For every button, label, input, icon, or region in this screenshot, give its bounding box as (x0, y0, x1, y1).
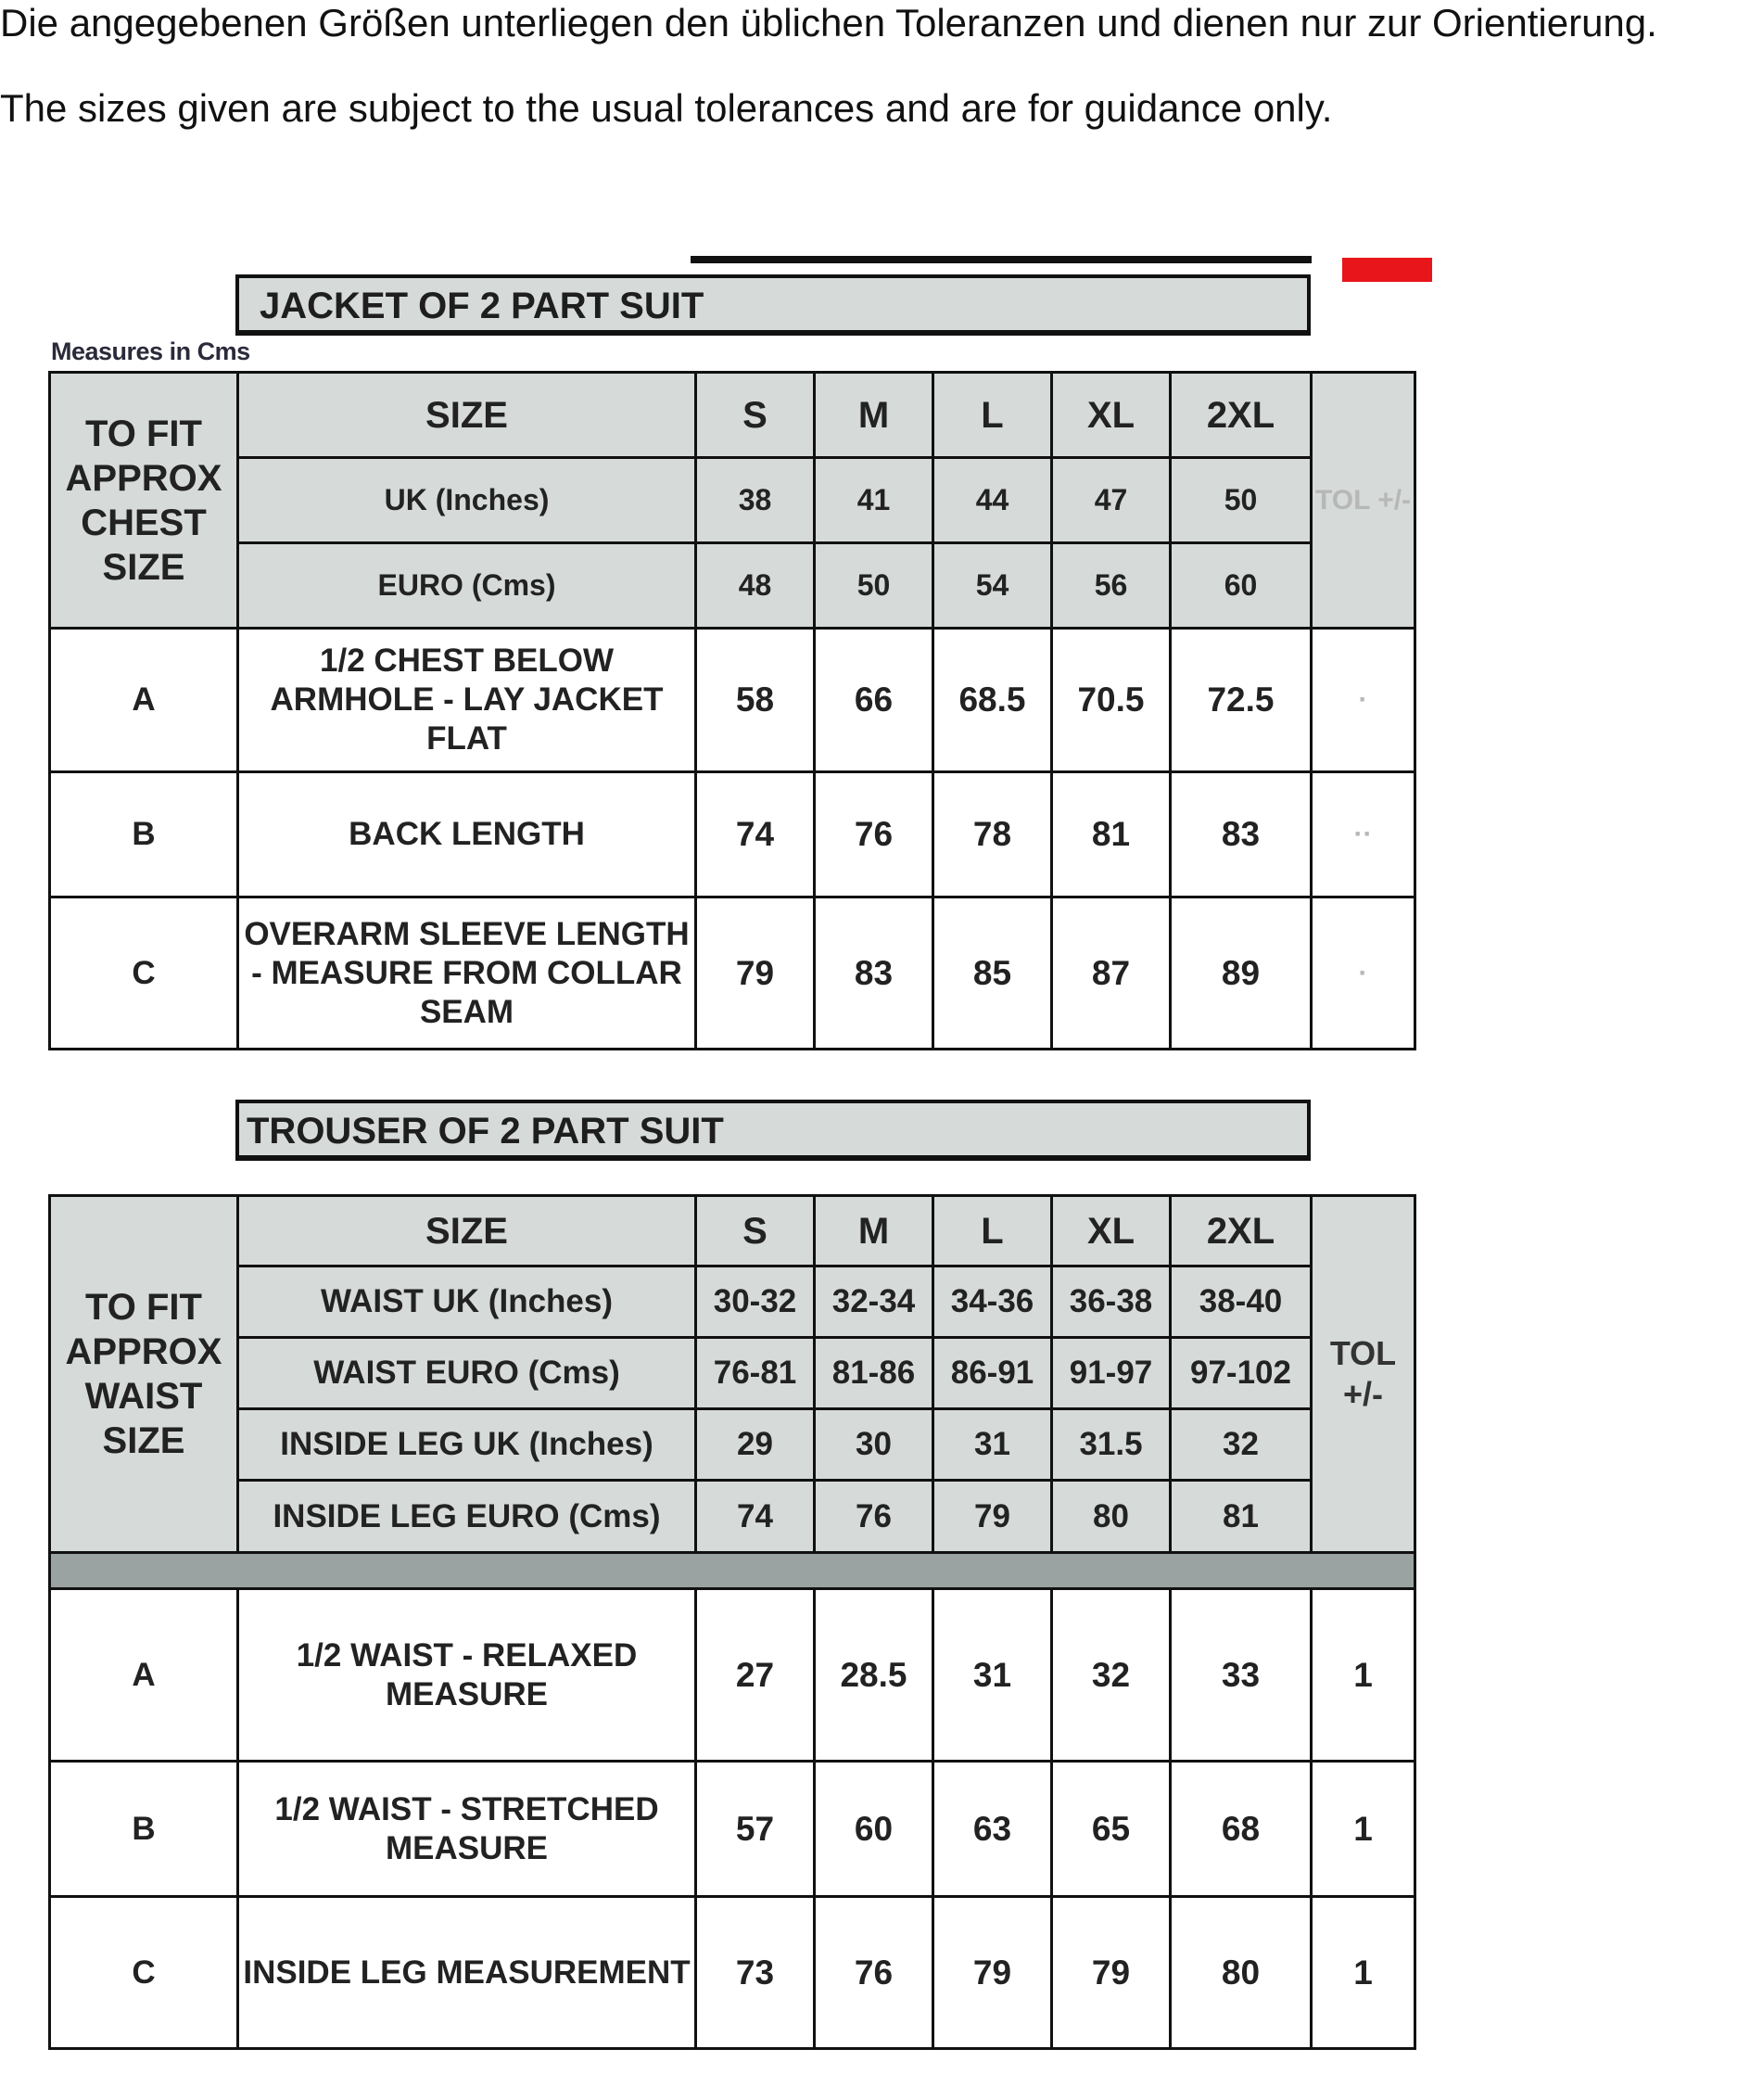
row-code: C (50, 1897, 238, 2049)
row-label: OVERARM SLEEVE LENGTH - MEASURE FROM COLLAR SEAM (238, 897, 696, 1050)
size-value: 56 (1052, 543, 1171, 629)
row-code: B (50, 772, 238, 897)
size-value: 32 (1171, 1409, 1312, 1481)
row-label: BACK LENGTH (238, 772, 696, 897)
size-2xl: 2XL (1171, 1196, 1312, 1266)
row-label: 1/2 WAIST - STRETCHED MEASURE (238, 1762, 696, 1897)
jacket-section-title: JACKET OF 2 PART SUIT (235, 274, 1311, 336)
waist-euro-label: WAIST EURO (Cms) (238, 1338, 696, 1409)
row-code: A (50, 1589, 238, 1762)
tol-value: ·· (1312, 772, 1415, 897)
size-value: 30-32 (696, 1266, 815, 1338)
size-value: 79 (933, 1481, 1052, 1553)
trouser-size-table (48, 1194, 1416, 2050)
tol-header: TOL +/- (1312, 373, 1415, 629)
measure-value: 68 (1171, 1762, 1312, 1897)
measure-value: 65 (1052, 1762, 1171, 1897)
size-value: 44 (933, 458, 1052, 543)
size-value: 74 (696, 1481, 815, 1553)
uk-inches-label: UK (Inches) (238, 458, 696, 543)
separator-bar (50, 1553, 1415, 1589)
size-value: 47 (1052, 458, 1171, 543)
size-m: M (815, 373, 933, 458)
row-label: INSIDE LEG MEASUREMENT (238, 1897, 696, 2049)
measure-value: 27 (696, 1589, 815, 1762)
measure-value: 85 (933, 897, 1052, 1050)
measure-value: 60 (815, 1762, 933, 1897)
measure-value: 72.5 (1171, 629, 1312, 772)
tol-value: 1 (1312, 1762, 1415, 1897)
measure-value: 79 (696, 897, 815, 1050)
red-accent-mark (1342, 258, 1432, 282)
row-label: 1/2 CHEST BELOW ARMHOLE - LAY JACKET FLAT (238, 629, 696, 772)
table-row (50, 1762, 1415, 1897)
size-value: 31 (933, 1409, 1052, 1481)
size-xl: XL (1052, 1196, 1171, 1266)
measure-value: 78 (933, 772, 1052, 897)
measure-value: 89 (1171, 897, 1312, 1050)
intro-text (0, 0, 1724, 132)
tol-value: 1 (1312, 1897, 1415, 2049)
measure-value: 32 (1052, 1589, 1171, 1762)
measure-value: 28.5 (815, 1589, 933, 1762)
size-value: 38 (696, 458, 815, 543)
jacket-size-table (48, 371, 1416, 1050)
table-row (50, 1897, 1415, 2049)
size-value: 41 (815, 458, 933, 543)
measure-value: 73 (696, 1897, 815, 2049)
decorative-rule (691, 256, 1312, 263)
table-row (50, 897, 1415, 1050)
inside-leg-uk-label: INSIDE LEG UK (Inches) (238, 1409, 696, 1481)
measure-value: 74 (696, 772, 815, 897)
size-value: 30 (815, 1409, 933, 1481)
size-header: SIZE (238, 373, 696, 458)
size-value: 81-86 (815, 1338, 933, 1409)
size-value: 38-40 (1171, 1266, 1312, 1338)
tol-value: 1 (1312, 1589, 1415, 1762)
row-code: A (50, 629, 238, 772)
measure-value: 33 (1171, 1589, 1312, 1762)
tol-header: TOL +/- (1312, 1196, 1415, 1553)
size-l: L (933, 1196, 1052, 1266)
size-m: M (815, 1196, 933, 1266)
measure-value: 31 (933, 1589, 1052, 1762)
measure-value: 79 (1052, 1897, 1171, 2049)
table-row (50, 1589, 1415, 1762)
measure-value: 68.5 (933, 629, 1052, 772)
row-label: 1/2 WAIST - RELAXED MEASURE (238, 1589, 696, 1762)
table-row (50, 772, 1415, 897)
size-xl: XL (1052, 373, 1171, 458)
size-value: 36-38 (1052, 1266, 1171, 1338)
measures-note: Measures in Cms (51, 337, 250, 365)
size-value: 50 (815, 543, 933, 629)
measure-value: 76 (815, 772, 933, 897)
trouser-section-title: TROUSER OF 2 PART SUIT (235, 1100, 1311, 1161)
size-value: 76 (815, 1481, 933, 1553)
chest-fit-label: TO FIT APPROX CHEST SIZE (50, 373, 238, 629)
measure-value: 81 (1052, 772, 1171, 897)
size-value: 54 (933, 543, 1052, 629)
row-code: C (50, 897, 238, 1050)
size-s: S (696, 373, 815, 458)
tol-value: · (1312, 897, 1415, 1050)
size-value: 60 (1171, 543, 1312, 629)
inside-leg-euro-label: INSIDE LEG EURO (Cms) (238, 1481, 696, 1553)
size-value: 29 (696, 1409, 815, 1481)
measure-value: 58 (696, 629, 815, 772)
table-row (50, 629, 1415, 772)
measure-value: 70.5 (1052, 629, 1171, 772)
waist-fit-label: TO FIT APPROX WAIST SIZE (50, 1196, 238, 1553)
size-l: L (933, 373, 1052, 458)
size-value: 97-102 (1171, 1338, 1312, 1409)
size-value: 32-34 (815, 1266, 933, 1338)
size-value: 34-36 (933, 1266, 1052, 1338)
measure-value: 63 (933, 1762, 1052, 1897)
measure-value: 66 (815, 629, 933, 772)
size-value: 81 (1171, 1481, 1312, 1553)
size-s: S (696, 1196, 815, 1266)
measure-value: 79 (933, 1897, 1052, 2049)
size-header: SIZE (238, 1196, 696, 1266)
measure-value: 87 (1052, 897, 1171, 1050)
size-value: 31.5 (1052, 1409, 1171, 1481)
measure-value: 80 (1171, 1897, 1312, 2049)
size-value: 91-97 (1052, 1338, 1171, 1409)
size-value: 50 (1171, 458, 1312, 543)
size-value: 86-91 (933, 1338, 1052, 1409)
row-code: B (50, 1762, 238, 1897)
size-value: 76-81 (696, 1338, 815, 1409)
size-value: 48 (696, 543, 815, 629)
measure-value: 83 (815, 897, 933, 1050)
measure-value: 57 (696, 1762, 815, 1897)
waist-uk-label: WAIST UK (Inches) (238, 1266, 696, 1338)
size-value: 80 (1052, 1481, 1171, 1553)
measure-value: 83 (1171, 772, 1312, 897)
intro-german: Die angegebenen Größen unterliegen den üblichen Toleranzen und dienen nur zur Orientierung. (0, 1, 1657, 45)
euro-cms-label: EURO (Cms) (238, 543, 696, 629)
size-2xl: 2XL (1171, 373, 1312, 458)
measure-value: 76 (815, 1897, 933, 2049)
tol-value: · (1312, 629, 1415, 772)
section-separator (50, 1553, 1415, 1589)
intro-english: The sizes given are subject to the usual tolerances and are for guidance only. (0, 86, 1333, 130)
